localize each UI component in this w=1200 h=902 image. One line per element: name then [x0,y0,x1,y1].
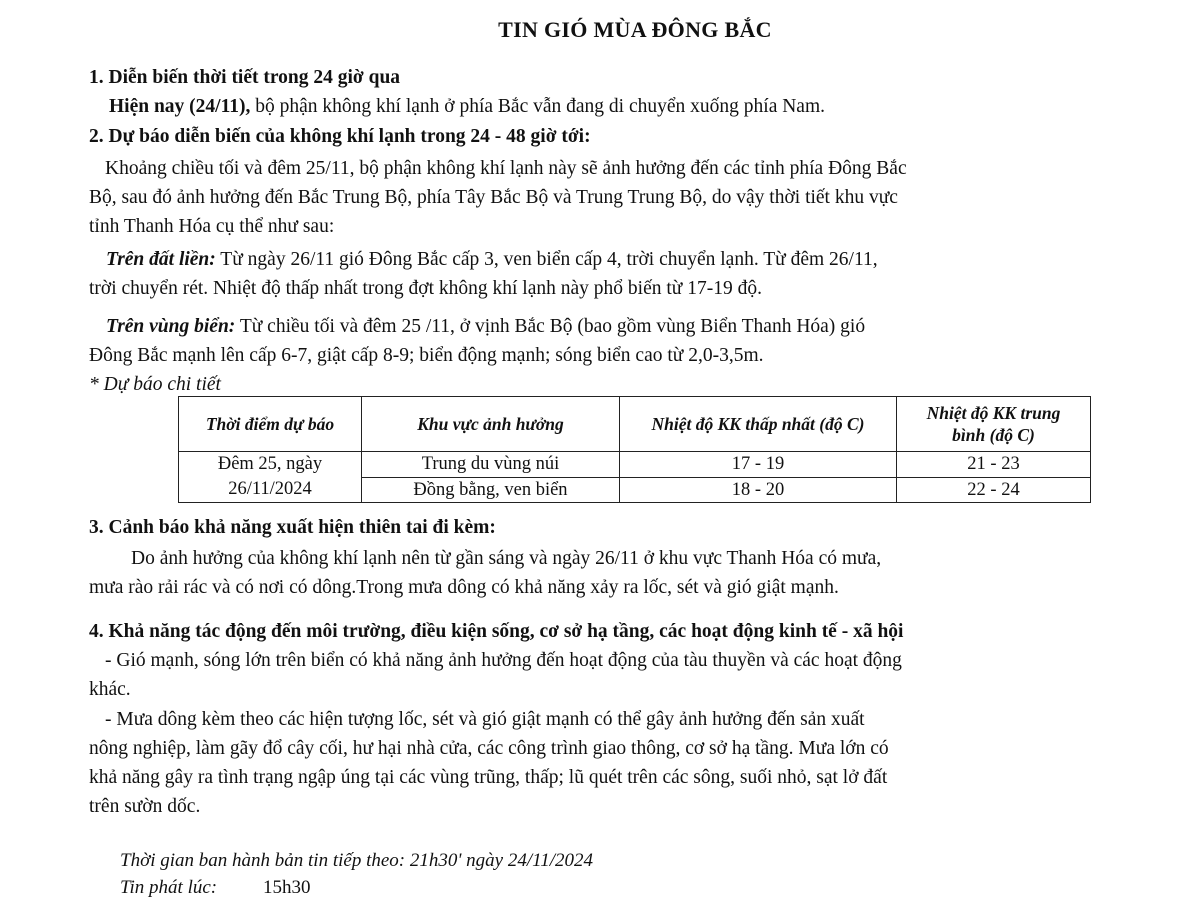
forecast-table [178,396,1091,503]
section-1-lead: Hiện nay (24/11), [109,96,251,117]
section-4-bullet-2-line: trên sườn dốc. [89,796,201,817]
min-temp-cell: 18 - 20 [620,477,897,503]
issued-time: 15h30 [263,877,311,898]
sea-text: Từ chiều tối và đêm 25 /11, ở vịnh Bắc Bộ (bao gồm vùng Biển Thanh Hóa) gió [235,316,866,337]
table-header-row [179,397,1091,452]
header-avg-temp-line1: Nhiệt độ KK trung [926,403,1061,423]
header-min-temp: Nhiệt độ KK thấp nhất (độ C) [620,397,897,452]
area-cell: Trung du vùng núi [362,452,620,478]
issued-label: Tin phát lúc: [120,877,218,898]
time-line2: 26/11/2024 [228,479,312,499]
section-2-paragraph-line: Bộ, sau đó ảnh hưởng đến Bắc Trung Bộ, phía Tây Bắc Bộ và Trung Trung Bộ, do vậy thời tiết khu vực [89,187,898,208]
header-time: Thời điểm dự báo [179,397,362,452]
avg-temp-cell: 21 - 23 [897,452,1091,478]
avg-temp-cell: 22 - 24 [897,477,1091,503]
section-2-paragraph-line: tỉnh Thanh Hóa cụ thể như sau: [89,216,335,237]
land-forecast-line: trời chuyển rét. Nhiệt độ thấp nhất trong đợt không khí lạnh này phổ biến từ 17-19 độ. [89,278,762,299]
min-temp-cell: 17 - 19 [620,452,897,478]
time-line1: Đêm 25, ngày [217,454,323,474]
section-1-body: bộ phận không khí lạnh ở phía Bắc vẫn đang di chuyển xuống phía Nam. [250,96,826,117]
time-cell [179,452,362,503]
next-bulletin-time: Thời gian ban hành bản tin tiếp theo: 21h30' ngày 24/11/2024 [120,850,593,871]
section-4-bullet-2-line: - Mưa dông kèm theo các hiện tượng lốc, sét và gió giật mạnh có thể gây ảnh hưởng đến sản xuất [105,709,865,730]
section-1-heading: 1. Diễn biến thời tiết trong 24 giờ qua [89,67,401,88]
land-label: Trên đất liền: [106,249,216,270]
section-3-heading: 3. Cảnh báo khả năng xuất hiện thiên tai đi kèm: [89,517,496,538]
table-row [179,452,1091,478]
section-2-paragraph-line: Khoảng chiều tối và đêm 25/11, bộ phận không khí lạnh này sẽ ảnh hưởng đến các tỉnh phía Đông Bắc [105,158,907,179]
section-4-bullet-2-line: khả năng gây ra tình trạng ngập úng tại các vùng trũng, thấp; lũ quét trên các sông, suối nhỏ, sạt lở đất [89,767,888,788]
area-cell: Đồng bằng, ven biển [362,477,620,503]
section-3-line: Do ảnh hưởng của không khí lạnh nên từ gần sáng và ngày 26/11 ở khu vực Thanh Hóa có mưa, [131,548,882,569]
sea-forecast-line: Đông Bắc mạnh lên cấp 6-7, giật cấp 8-9; biển động mạnh; sóng biển cao từ 2,0-3,5m. [89,345,764,366]
section-4-bullet-2-line: nông nghiệp, làm gãy đổ cây cối, hư hại nhà cửa, các công trình giao thông, cơ sở hạ tầng. Mưa lớn có [89,738,889,759]
land-text: Từ ngày 26/11 gió Đông Bắc cấp 3, ven biển cấp 4, trời chuyển lạnh. Từ đêm 26/11, [215,249,878,270]
page-title: TIN GIÓ MÙA ĐÔNG BẮC [498,17,772,42]
detail-forecast-label: * Dự báo chi tiết [89,374,221,395]
section-1-text [109,97,825,117]
land-forecast-line [106,250,878,270]
header-area: Khu vực ảnh hưởng [362,397,620,452]
section-3-line: mưa rào rải rác và có nơi có dông.Trong mưa dông có khả năng xảy ra lốc, sét và gió giật mạnh. [89,577,839,598]
section-2-heading: 2. Dự báo diễn biến của không khí lạnh trong 24 - 48 giờ tới: [89,126,591,147]
sea-forecast-line [106,317,865,337]
header-avg-temp-line2: bình (độ C) [952,425,1035,445]
section-4-bullet-1-line: - Gió mạnh, sóng lớn trên biển có khả năng ảnh hưởng đến hoạt động của tàu thuyền và các hoạt động [105,650,902,671]
section-4-heading: 4. Khả năng tác động đến môi trường, điều kiện sống, cơ sở hạ tầng, các hoạt động kinh tế - xã hội [89,621,904,642]
section-4-bullet-1-line: khác. [89,679,131,700]
header-avg-temp [897,397,1091,452]
sea-label: Trên vùng biển: [106,316,236,337]
